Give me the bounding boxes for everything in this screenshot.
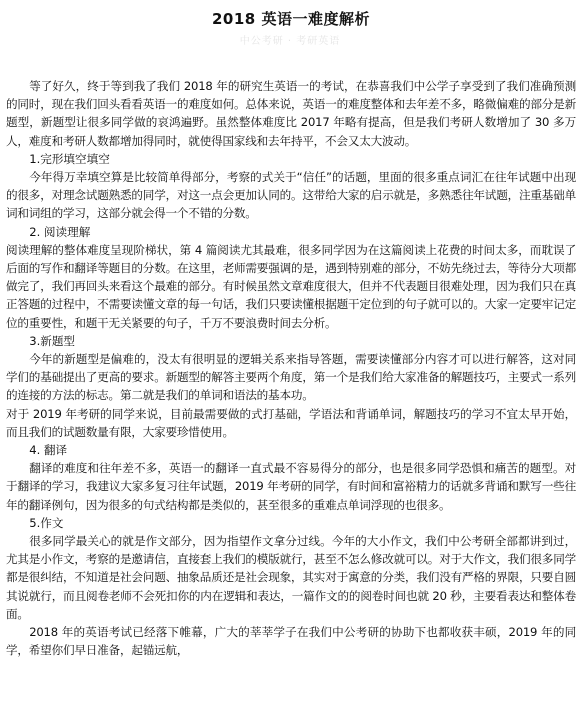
section-heading-reading: 2. 阅读理解 xyxy=(29,224,91,239)
section-heading-writing: 5.作文 xyxy=(29,515,64,530)
paragraph-new-question-type: 今年的新题型是偏难的，没太有很明显的逻辑关系来指导答题，需要读懂部分内容才可以进行解答，这对同学们的基础提出了更高的要求。新题型的解答主要两个角度，第一个是我们给大家准备的解题技巧，主要式一系列的连接的方法的标志。第二就是我们的单词和语法的基本功。 xyxy=(6,352,576,403)
paragraph-new-question-type-advice: 对于 2019 年考研的同学来说，目前最需要做的式打基础，学语法和背诵单词，解题技巧的学习不宜太早开始，而且我们的试题数量有限，大家要珍惜使用。 xyxy=(6,406,576,439)
section-heading-new-question-type: 3.新题型 xyxy=(29,333,76,348)
article-body xyxy=(6,77,576,660)
section-heading-cloze: 1.完形填空填空 xyxy=(29,151,110,166)
paragraph-cloze: 今年得万幸填空算是比较简单得部分，考察的式关于“信任”的话题，里面的很多重点词汇在往年试题中出现的很多，对理念试题熟悉的同学，对这一点会更加认同的。这带给大家的启示就是，多熟悉往年试题，注重基础单词和词组的学习，这部分就会得一个不错的分数。 xyxy=(6,170,576,221)
watermark: 中公考研 · 考研英语 xyxy=(239,36,341,47)
paragraph-reading: 阅读理解的整体难度呈现阶梯状，第 4 篇阅读尤其最难，很多同学因为在这篇阅读上花费的时间太多，而耽误了后面的写作和翻译等题目的分数。在这里，老师需要强调的是，遇到特别难的部分，不妨先绕过去，等待分大项都做完了，我们再回头来看这个最难的部分。有时候虽然文章难度很大，但并不代表题目很难处理，因为我们只在真正答题的过程中，不需要读懂文章的每一句话，我们只要读懂根据题干定位到的句子就可以的。大家一定要牢记定位的重要性，和题干无关紧要的句子，千万不要浪费时间去分析。 xyxy=(6,242,576,330)
section-heading-translation: 4. 翻译 xyxy=(29,443,68,458)
closing-paragraph: 2018 年的英语考试已经落下帷幕，广大的莘莘学子在我们中公考研的协助下也都收获丰硕，2019 年的同学，希望你们早日准备，起锚远航， xyxy=(6,625,576,658)
intro-paragraph: 等了好久，终于等到我了我们 2018 年的研究生英语一的考试，在恭喜我们中公学子享受到了我们准确预测的同时，现在我们回头看看英语一的难度如何。总体来说，英语一的难度整体和去年差不多，略微偏难的部分是新题型，新题型让很多同学做的哀鸿遍野。虽然整体难度比 2017 年略有提高，但是我们考研人数增加了 30 多万人，难度和考研人数都增加得同时，就使得国家线和去年持平，不会又太大波动。 xyxy=(6,79,576,148)
document-title: 2018 英语一难度解析 xyxy=(212,10,370,28)
paragraph-writing: 很多同学最关心的就是作文部分，因为指望作文拿分过线。今年的大小作文，我们中公考研全部都讲到过，尤其是小作文，考察的是邀请信，直接套上我们的模版就行，甚至不怎么修改就可以。对于大作文，我们很多同学都是很纠结，不知道是社会问题、抽象品质还是社会现象，其实对于寓意的分类，我们没有严格的界限，只要自圆其说就行，而且阅卷老师不会死扣你的内在逻辑和表达，一篇作文的的阅卷时间也就 20 秒，主要看表达和整体卷面。 xyxy=(6,534,576,621)
paragraph-translation: 翻译的难度和往年差不多，英语一的翻译一直式最不容易得分的部分，也是很多同学恐惧和痛苦的题型。对于翻译的学习，我建议大家多复习往年试题，2019 年考研的同学，有时间和富裕精力的话就多背诵和默写一些往年的翻译例句，因为很多的句式结构都是类似的，甚至很多的重难点单词浮现的也很多。 xyxy=(6,461,576,512)
